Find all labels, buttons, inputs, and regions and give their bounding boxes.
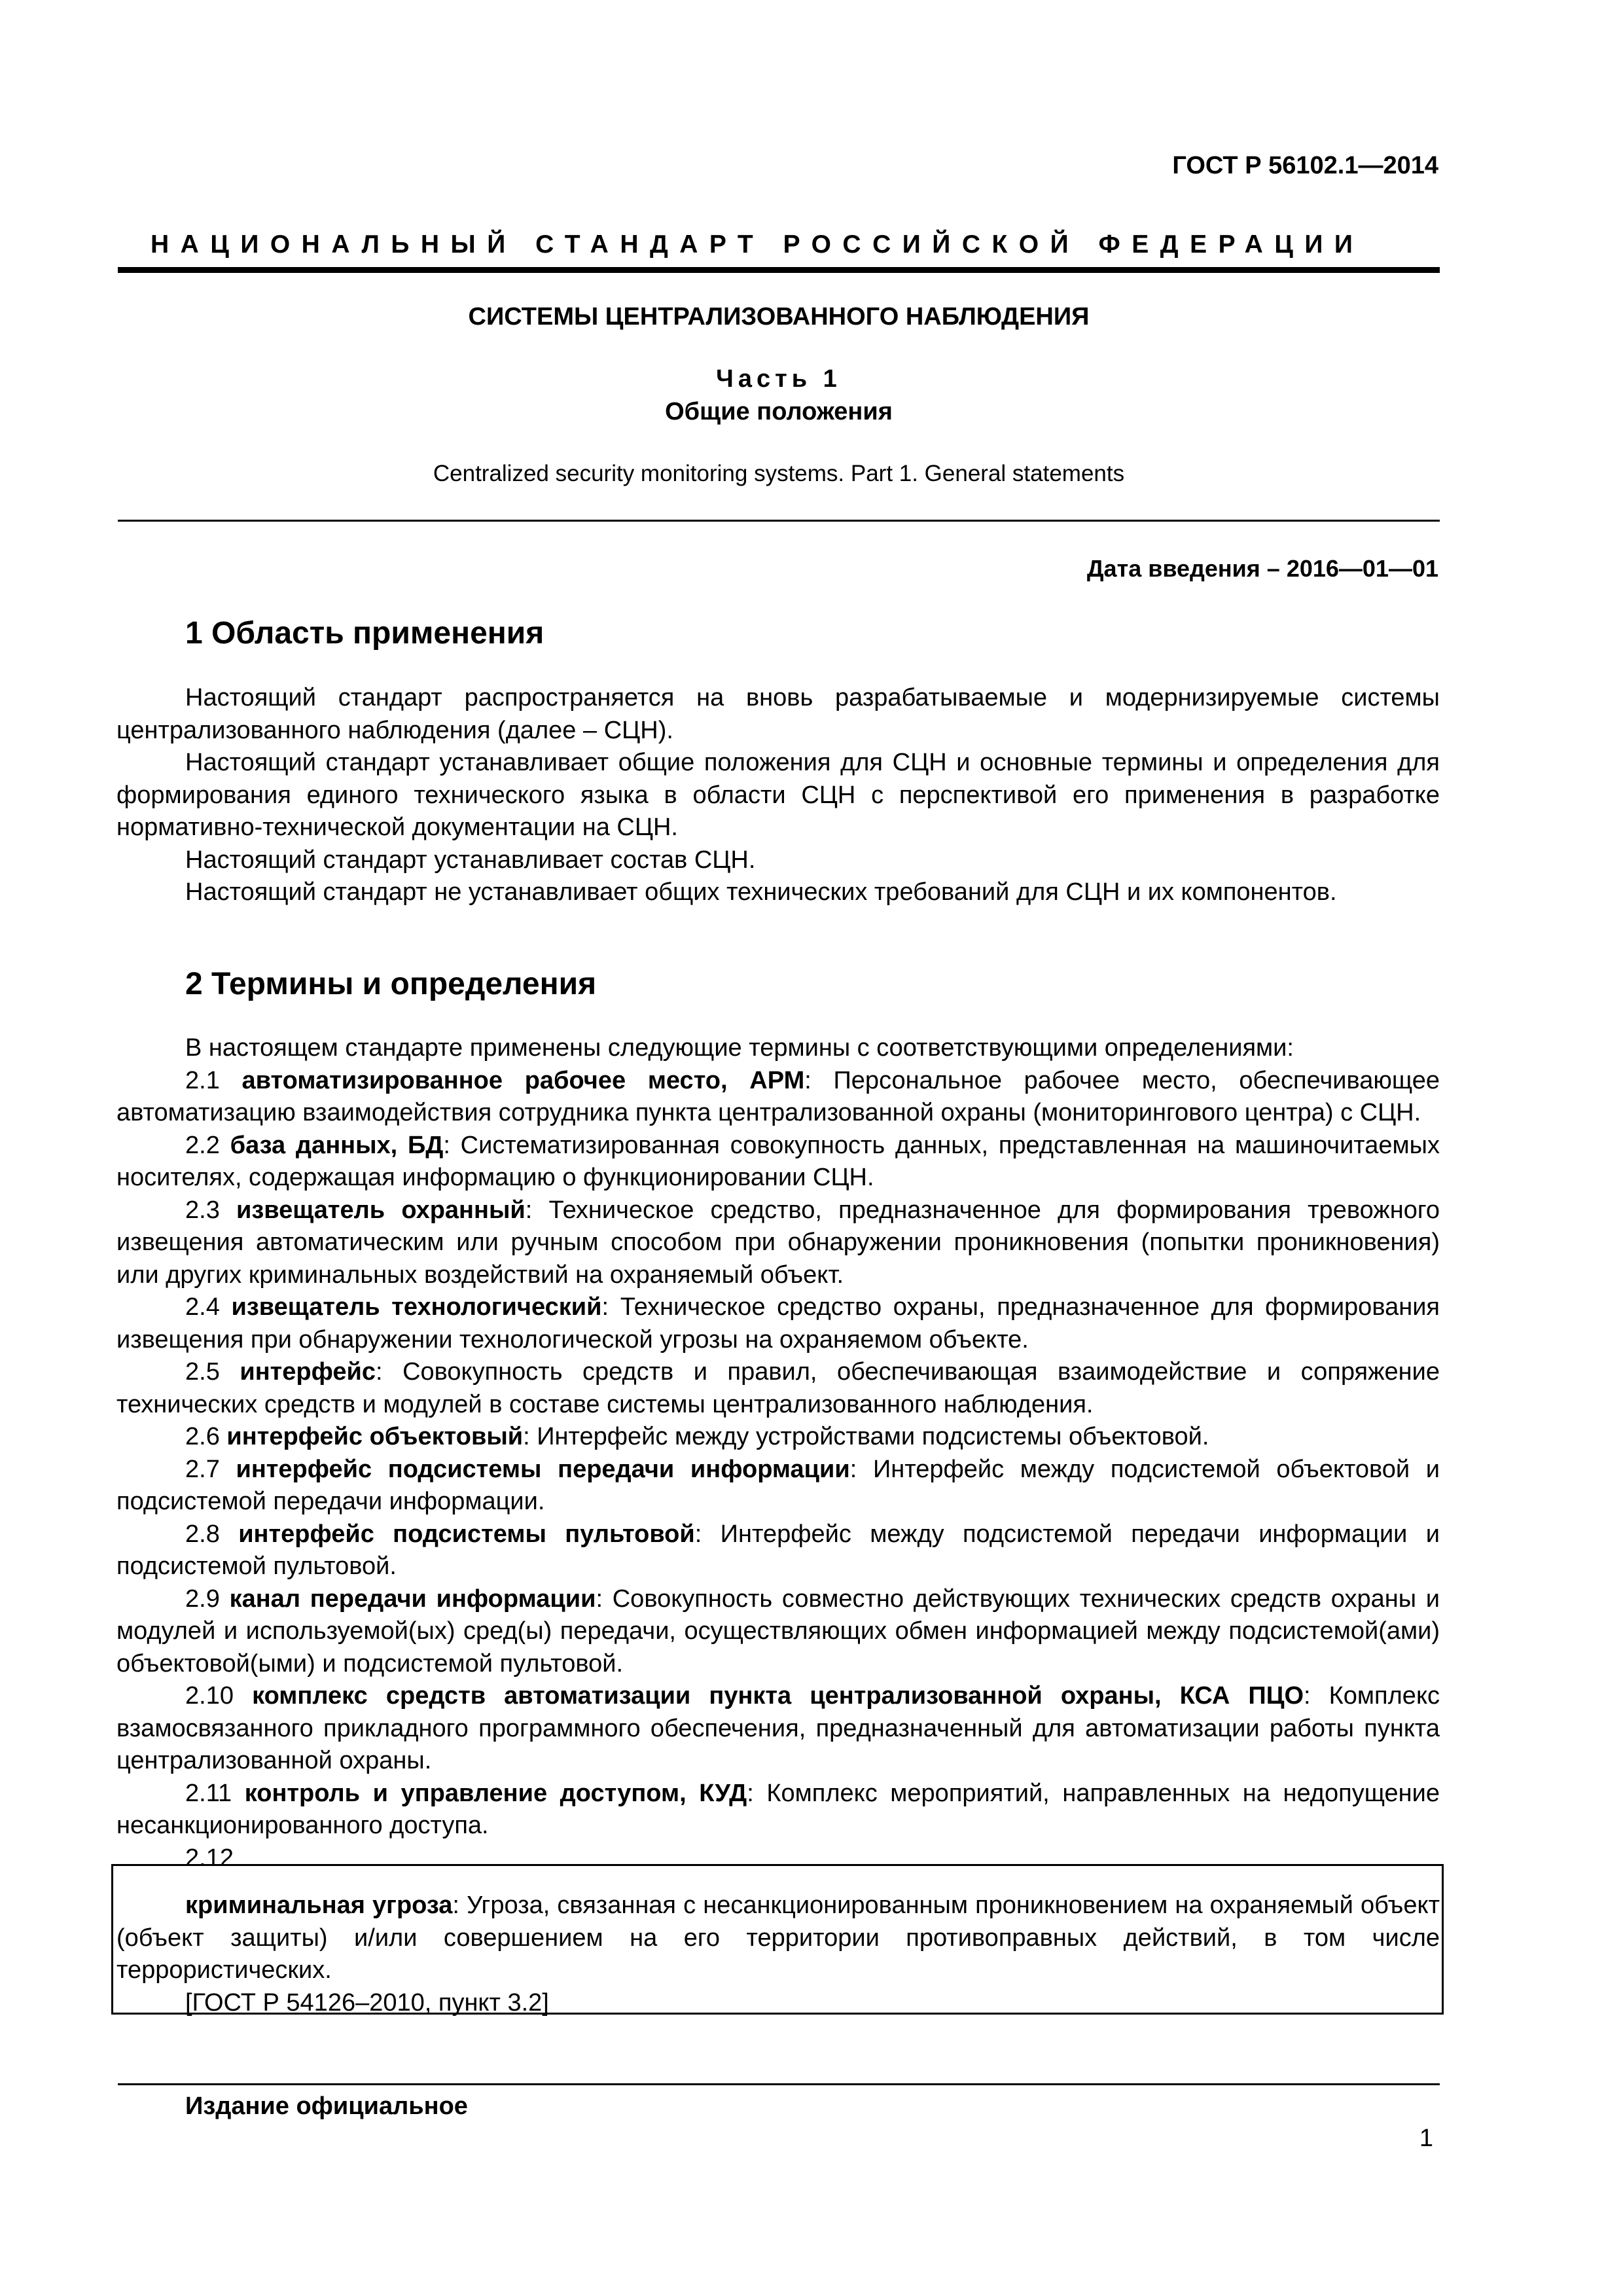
term-name: криминальная угроза [185,1892,453,1919]
document-number: ГОСТ Р 56102.1—2014 [1172,152,1438,179]
term-entry: 2.5 интерфейс: Совокупность средств и правил, обеспечивающая взаимодействие и сопряжение технических средств и модулей в составе системы централизованного наблюдения. [116,1358,1440,1418]
section-1-body [116,682,1440,909]
section-2-heading: 2 Термины и определения [185,967,597,1001]
term-entry: 2.2 база данных, БД: Систематизированная совокупность данных, представленная на машиночитаемых носителях, содержащая информацию о функционировании СЦН. [116,1131,1440,1191]
page-number: 1 [1419,2125,1433,2152]
quoted-term-content [116,1890,1440,2019]
term-name: интерфейс [240,1358,376,1386]
paragraph: Настоящий стандарт устанавливает общие положения для СЦН и основные термины и определения для формирования единого технического языка в области СЦН с перспективой его применения в разработке нормативно-технической документации на СЦН. [116,749,1440,841]
term-name: извещатель охранный [236,1196,526,1224]
part-name: Общие положения [665,398,893,425]
term-entry: криминальная угроза: Угроза, связанная с несанкционированным проникновением на охраняемый объект (объект защиты) и/или совершением на его территории противоправных действий, в том числе террористических. [116,1892,1440,1984]
term-name: автоматизированное рабочее место, АРМ [241,1066,805,1094]
term-name: интерфейс подсистемы передачи информации [236,1455,850,1483]
paragraph: Настоящий стандарт распространяется на вновь разрабатываемые и модернизируемые системы централизованного наблюдения (далее – СЦН). [116,684,1440,744]
title-divider [118,520,1440,522]
term-entry: 2.9 канал передачи информации: Совокупность совместно действующих технических средств охраны и модулей и используемой(ых) сред(ы) передачи, осуществляющих обмен информацией между подсистемой(ами) объектовой(ыми) и подсистемой пультовой. [116,1585,1440,1677]
introduction-date: Дата введения – 2016—01—01 [1086,555,1438,582]
section-2-body [116,1032,1440,1874]
term-entry: 2.8 интерфейс подсистемы пультовой: Интерфейс между подсистемой передачи информации и подсистемой пультовой. [116,1520,1440,1580]
part-number: Часть 1 [716,365,842,393]
term-entry: 2.4 извещатель технологический: Техническое средство охраны, предназначенное для формирования извещения при обнаружении технологической угрозы на охраняемом объекте. [116,1293,1440,1354]
term-name: извещатель технологический [231,1293,602,1321]
term-entry: 2.11 контроль и управление доступом, КУД: Комплекс мероприятий, направленных на недопущение несанкционированного доступа. [116,1779,1440,1839]
term-reference: [ГОСТ Р 54126–2010, пункт 3.2] [185,1988,549,2017]
national-standard-banner: НАЦИОНАЛЬНЫЙ СТАНДАРТ РОССИЙСКОЙ ФЕДЕРАЦИИ [151,230,1364,259]
term-name: контроль и управление доступом, КУД [244,1779,747,1807]
term-entry: 2.3 извещатель охранный: Техническое средство, предназначенное для формирования тревожного извещения автоматическим или ручным способом при обнаружении проникновения (попытки проникновения) или других криминальных воздействий на охраняемый объект. [116,1196,1440,1289]
term-entry: 2.1 автоматизированное рабочее место, АРМ: Персональное рабочее место, обеспечивающее автоматизацию взаимодействия сотрудника пункта централизованной охраны (мониторингового центра) с СЦН. [116,1066,1440,1126]
section-1-heading: 1 Область применения [185,616,544,651]
header-thick-rule [118,267,1440,273]
term-name: комплекс средств автоматизации пункта централизованной охраны, КСА ПЦО [252,1682,1304,1710]
term-name: база данных, БД [230,1131,444,1159]
term-entry: 2.6 интерфейс объектовый: Интерфейс между устройствами подсистемы объектовой. [185,1423,1209,1450]
term-entry: 2.10 комплекс средств автоматизации пункта централизованной охраны, КСА ПЦО: Комплекс взамосвязанного прикладного программного обеспечения, предназначенный для автоматизации работы пункта централизованной охраны. [116,1682,1440,1774]
footer-rule [118,2083,1440,2085]
document-title: СИСТЕМЫ ЦЕНТРАЛИЗОВАННОГО НАБЛЮДЕНИЯ [468,303,1090,331]
paragraph: Настоящий стандарт не устанавливает общих технических требований для СЦН и их компонентов. [185,878,1337,906]
term-name: канал передачи информации [229,1585,596,1613]
english-title: Centralized security monitoring systems. Part 1. General statements [433,461,1125,486]
term-entry: 2.7 интерфейс подсистемы передачи информации: Интерфейс между подсистемой объектовой и подсистемой передачи информации. [116,1455,1440,1515]
term-name: интерфейс подсистемы пультовой [238,1520,695,1548]
paragraph: Настоящий стандарт устанавливает состав СЦН. [185,846,756,874]
section-2-intro: В настоящем стандарте применены следующие термины с соответствующими определениями: [185,1034,1294,1062]
term-2-12-number: 2.12 [185,1844,234,1872]
official-edition-label: Издание официальное [185,2092,468,2120]
term-name: интерфейс объектовый [226,1423,524,1450]
